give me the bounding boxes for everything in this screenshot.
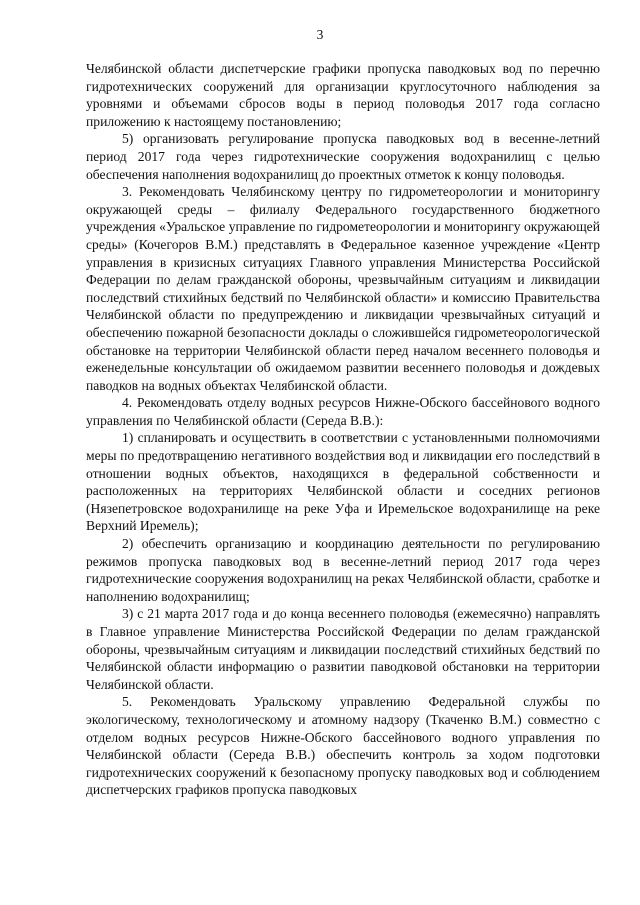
paragraph-section-3: 3. Рекомендовать Челябинскому центру по гидрометеорологии и мониторингу окружающей среды – филиалу Федерального государственного бюджетного учреждения «Уральское управление по гидрометеорологии и мониторингу окружающей среды» (Кочегоров В.М.) представлять в Федеральное казенное учреждение «Центр управления в кризисных ситуациях Главного управления Министерства Российской Федерации по делам гражданской обороны, чрезвычайным ситуациям и ликвидации последствий стихийных бедствий по Челябинской области» и комиссию Правительства Челябинской области по предупреждению и ликвидации чрезвычайных ситуаций и обеспечению пожарной безопасности доклады о сложившейся гидрометеорологической обстановке на территории Челябинской области перед началом весеннего половодья и еженедельные консультации об ожидаемом развитии весеннего половодья и дождевых паводков на водных объектах Челябинской области. [86, 184, 600, 393]
paragraph-continuation: Челябинской области диспетчерские графики пропуска паводковых вод по перечню гидротехнических сооружений для организации круглосуточного наблюдения за уровнями и объемами сбросов воды в период половодья 2017 года согласно приложению к настоящему постановлению; [86, 61, 600, 129]
paragraph-section-5: 5. Рекомендовать Уральскому управлению Федеральной службы по экологическому, технологическому и атомному надзору (Ткаченко В.М.) совместно с отделом водных ресурсов Нижне-Обского бассейнового водного управления по Челябинской области (Середа В.В.) обеспечить контроль за ходом подготовки гидротехнических сооружений к безопасному пропуску паводковых вод и соблюдением диспетчерских графиков пропуска паводковых [86, 694, 600, 798]
page-number: 3 [316, 27, 324, 42]
paragraph-item-5: 5) организовать регулирование пропуска паводковых вод в весенне-летний период 2017 года через гидротехнические сооружения водохранилищ с целью обеспечения наполнения водохранилищ до проектных отметок к концу половодья. [86, 131, 600, 182]
paragraph-section-4-item-3: 3) с 21 марта 2017 года и до конца весеннего половодья (ежемесячно) направлять в Главное управление Министерства Российской Федерации по делам гражданской обороны, чрезвычайным ситуациям и ликвидации последствий стихийных бедствий по Челябинской области информацию о развитии паводковой обстановки на территории Челябинской области. [86, 606, 600, 692]
paragraph-section-4: 4. Рекомендовать отделу водных ресурсов Нижне-Обского бассейнового водного управления по Челябинской области (Середа В.В.): [86, 395, 600, 428]
paragraph-section-4-item-2: 2) обеспечить организацию и координацию деятельности по регулированию режимов пропуска паводковых вод в весенне-летний период 2017 года через гидротехнические сооружения водохранилищ на реках Челябинской области, сработке и наполнению водохранилищ; [86, 536, 600, 604]
paragraph-section-4-item-1: 1) спланировать и осуществить в соответствии с установленными полномочиями меры по предотвращению негативного воздействия вод и ликвидации его последствий в отношении водных объектов, находящихся в федеральной собственности и расположенных на территориях Челябинской области и соседних регионов (Нязепетровское водохранилище на реке Уфа и Иремельское водохранилище на реке Верхний Иремель); [86, 430, 600, 534]
document-body [86, 60, 600, 799]
